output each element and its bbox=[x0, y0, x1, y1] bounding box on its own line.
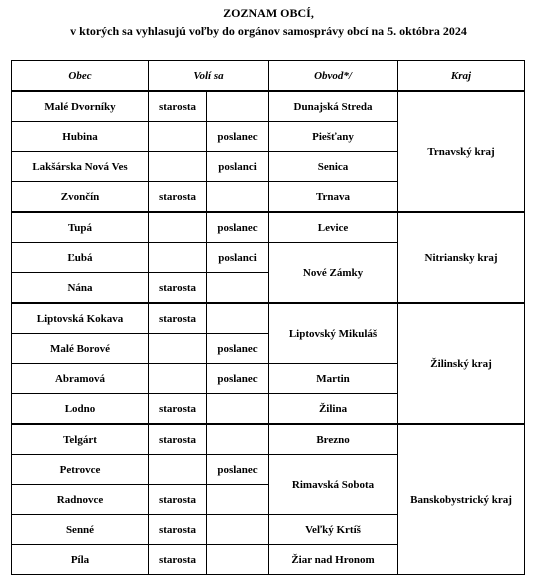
cell-obvod: Brezno bbox=[269, 424, 398, 455]
cell-obvod: Veľký Krtíš bbox=[269, 515, 398, 545]
cell-obec: Lakšárska Nová Ves bbox=[12, 152, 149, 182]
cell-obvod: Piešťany bbox=[269, 122, 398, 152]
cell-obvod: Žilina bbox=[269, 394, 398, 425]
cell-obvod: Dunajská Streda bbox=[269, 91, 398, 122]
cell-starosta: starosta bbox=[149, 515, 207, 545]
cell-starosta bbox=[149, 334, 207, 364]
header-obec: Obec bbox=[12, 61, 149, 92]
cell-obec: Liptovská Kokava bbox=[12, 303, 149, 334]
cell-obvod: Liptovský Mikuláš bbox=[269, 303, 398, 364]
document-subtitle: v ktorých sa vyhlasujú voľby do orgánov samosprávy obcí na 5. októbra 2024 bbox=[70, 24, 467, 38]
cell-poslanec: poslanci bbox=[207, 243, 269, 273]
cell-poslanec bbox=[207, 485, 269, 515]
cell-starosta: starosta bbox=[149, 273, 207, 304]
cell-obvod: Senica bbox=[269, 152, 398, 182]
cell-poslanec: poslanec bbox=[207, 334, 269, 364]
cell-starosta: starosta bbox=[149, 91, 207, 122]
table-row bbox=[12, 91, 525, 122]
cell-obvod: Rimavská Sobota bbox=[269, 455, 398, 515]
cell-poslanec bbox=[207, 515, 269, 545]
cell-starosta: starosta bbox=[149, 182, 207, 213]
cell-poslanec bbox=[207, 424, 269, 455]
cell-obec: Tupá bbox=[12, 212, 149, 243]
cell-starosta bbox=[149, 122, 207, 152]
cell-poslanec bbox=[207, 303, 269, 334]
cell-poslanec bbox=[207, 273, 269, 304]
table-row bbox=[12, 212, 525, 243]
table-header-row bbox=[12, 61, 525, 92]
cell-starosta: starosta bbox=[149, 394, 207, 425]
cell-kraj: Trnavský kraj bbox=[398, 91, 525, 212]
cell-kraj: Banskobystrický kraj bbox=[398, 424, 525, 575]
cell-obvod: Žiar nad Hronom bbox=[269, 545, 398, 575]
document-title: ZOZNAM OBCÍ, bbox=[223, 6, 314, 20]
cell-obec: Senné bbox=[12, 515, 149, 545]
cell-obec: Nána bbox=[12, 273, 149, 304]
cell-kraj: Nitriansky kraj bbox=[398, 212, 525, 303]
cell-starosta: starosta bbox=[149, 545, 207, 575]
cell-starosta: starosta bbox=[149, 485, 207, 515]
header-obvod: Obvod*/ bbox=[269, 61, 398, 92]
cell-poslanec: poslanec bbox=[207, 212, 269, 243]
cell-obec: Malé Borové bbox=[12, 334, 149, 364]
cell-obec: Zvončín bbox=[12, 182, 149, 213]
cell-poslanec bbox=[207, 545, 269, 575]
cell-kraj: Žilinský kraj bbox=[398, 303, 525, 424]
header-kraj: Kraj bbox=[398, 61, 525, 92]
cell-obec: Hubina bbox=[12, 122, 149, 152]
cell-obec: Abramová bbox=[12, 364, 149, 394]
table-row bbox=[12, 303, 525, 334]
cell-starosta bbox=[149, 364, 207, 394]
cell-obec: Petrovce bbox=[12, 455, 149, 485]
cell-obvod: Levice bbox=[269, 212, 398, 243]
cell-starosta: starosta bbox=[149, 303, 207, 334]
cell-obec: Ľubá bbox=[12, 243, 149, 273]
cell-starosta: starosta bbox=[149, 424, 207, 455]
cell-obec: Telgárt bbox=[12, 424, 149, 455]
cell-obec: Malé Dvorníky bbox=[12, 91, 149, 122]
cell-obvod: Nové Zámky bbox=[269, 243, 398, 304]
header-voli-sa: Volí sa bbox=[149, 61, 269, 92]
cell-poslanec bbox=[207, 182, 269, 213]
cell-poslanec: poslanec bbox=[207, 455, 269, 485]
cell-poslanec: poslanci bbox=[207, 152, 269, 182]
cell-poslanec bbox=[207, 394, 269, 425]
cell-poslanec: poslanec bbox=[207, 364, 269, 394]
cell-obec: Radnovce bbox=[12, 485, 149, 515]
cell-starosta bbox=[149, 152, 207, 182]
cell-starosta bbox=[149, 455, 207, 485]
municipalities-table bbox=[11, 60, 525, 575]
table-row bbox=[12, 424, 525, 455]
cell-obec: Píla bbox=[12, 545, 149, 575]
cell-starosta bbox=[149, 243, 207, 273]
cell-poslanec: poslanec bbox=[207, 122, 269, 152]
cell-obec: Lodno bbox=[12, 394, 149, 425]
cell-obvod: Trnava bbox=[269, 182, 398, 213]
cell-obvod: Martin bbox=[269, 364, 398, 394]
cell-poslanec bbox=[207, 91, 269, 122]
cell-starosta bbox=[149, 212, 207, 243]
